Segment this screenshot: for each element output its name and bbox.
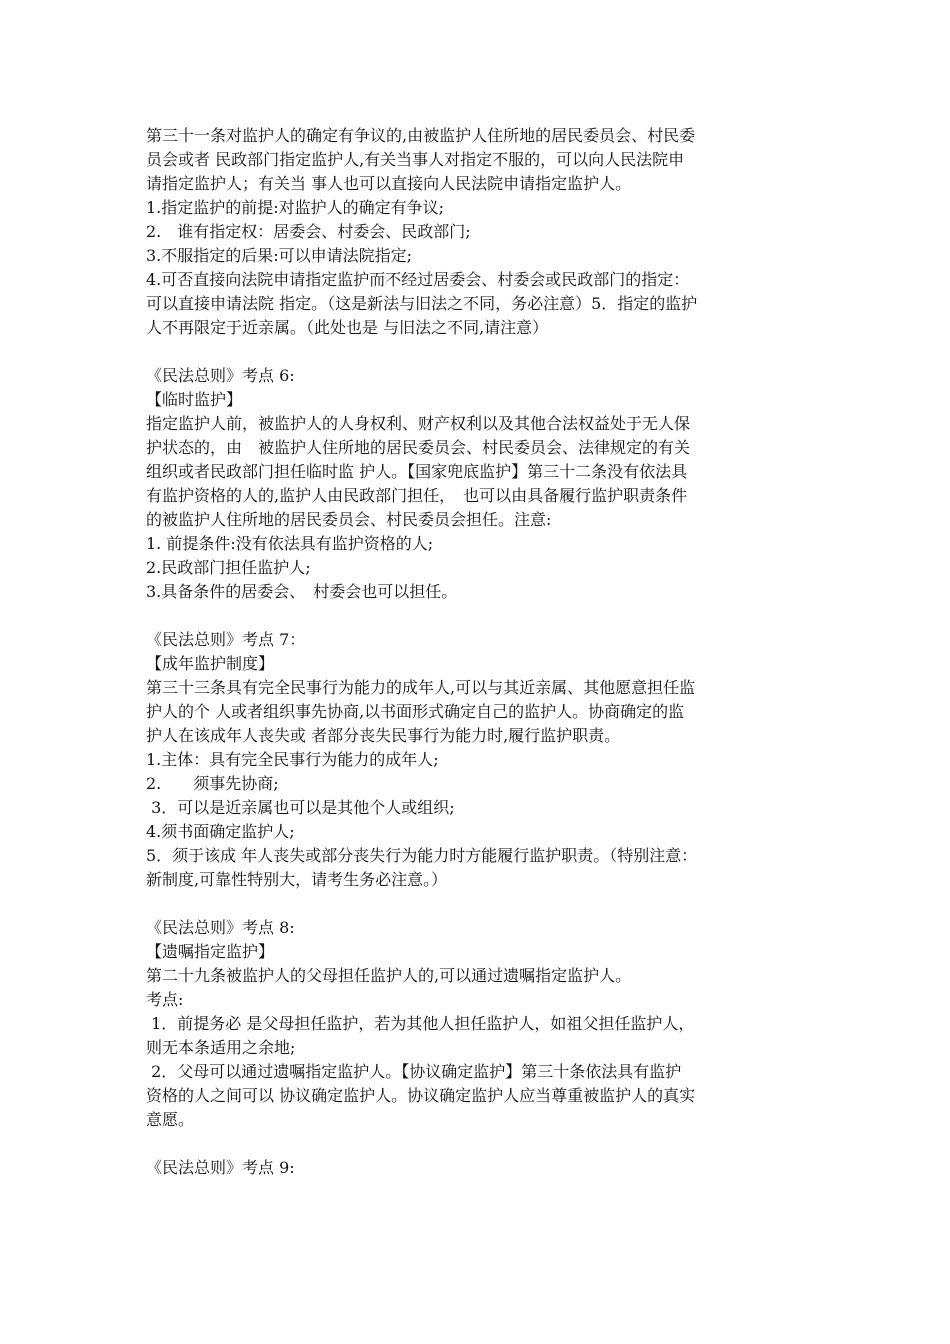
list-item: 2. 须事先协商; [146, 774, 279, 793]
text-line: 第三十三条具有完全民事行为能力的成年人,可以与其近亲属、其他愿意担任监 [146, 678, 696, 697]
section-heading: 《民法总则》考点 7： [146, 630, 306, 649]
section-heading: 《民法总则》考点 8: [146, 918, 295, 937]
list-item: 3.具备条件的居委会、 村委会也可以担任。 [146, 582, 458, 601]
paragraph-gap [146, 1132, 810, 1156]
text-line: 意愿。 [146, 1110, 195, 1129]
text-line: 则无本条适用之余地; [146, 1038, 296, 1057]
list-item: 3.不服指定的后果:可以申请法院指定; [146, 246, 413, 265]
list-item: 2．父母可以通过遗嘱指定监护人。【协议确定监护】第三十条依法具有监护 [146, 1062, 682, 1081]
section-subheading: 【成年监护制度】 [146, 654, 275, 673]
text-line: 新制度,可靠性特别大，请考生务必注意。） [146, 870, 448, 889]
section-heading: 《民法总则》考点 6: [146, 366, 295, 385]
list-item: 1.指定监护的前提:对监护人的确定有争议; [146, 198, 445, 217]
section-subheading: 【临时监护】 [146, 390, 243, 409]
list-item: 2.民政部门担任监护人; [146, 558, 311, 577]
list-item: 3．可以是近亲属也可以是其他个人或组织; [146, 798, 455, 817]
text-line: 组织或者民政部门担任临时监 护人。【国家兜底监护】第三十二条没有依法具 [146, 462, 688, 481]
text-line: 考点: [146, 990, 184, 1009]
list-item: 5．须于该成 年人丧失或部分丧失行为能力时方能履行监护职责。（特别注意： [146, 846, 698, 865]
list-item: 4.可否直接向法院申请指定监护而不经过居委会、村委会或民政部门的指定： [146, 270, 690, 289]
text-line: 指定监护人前，被监护人的人身权利、财产权利以及其他合法权益处于无人保 [146, 414, 691, 433]
text-line: 护状态的，由 被监护人住所地的居民委员会、村民委员会、法律规定的有关 [146, 438, 691, 457]
text-line: 有监护资格的人的,监护人由民政部门担任， 也可以由具备履行监护职责条件 [146, 486, 688, 505]
text-line: 第二十九条被监护人的父母担任监护人的,可以通过遗嘱指定监护人。 [146, 966, 632, 985]
list-item: 2. 谁有指定权：居委会、村委会、民政部门; [146, 222, 471, 241]
list-item: 4.须书面确定监护人; [146, 822, 295, 841]
section-heading: 《民法总则》考点 9: [146, 1158, 295, 1177]
document-body [146, 124, 810, 1180]
list-item: 1．前提务必 是父母担任监护，若为其他人担任监护人，如祖父担任监护人， [146, 1014, 695, 1033]
text-line: 员会或者 民政部门指定监护人,有关当事人对指定不服的，可以向人民法院申 [146, 150, 685, 169]
text-line: 资格的人之间可以 协议确定监护人。协议确定监护人应当尊重被监护人的真实 [146, 1086, 696, 1105]
text-line: 可以直接申请法院 指定。（这是新法与旧法之不同，务必注意）5．指定的监护 [146, 294, 698, 313]
text-line: 第三十一条对监护人的确定有争议的,由被监护人住所地的居民委员会、村民委 [146, 126, 696, 145]
text-line: 人不再限定于近亲属。（此处也是 与旧法之不同,请注意） [146, 318, 549, 337]
list-item: 1.主体：具有完全民事行为能力的成年人; [146, 750, 439, 769]
text-line: 请指定监护人；有关当 事人也可以直接向人民法院申请指定监护人。 [146, 174, 632, 193]
paragraph-gap [146, 340, 810, 364]
paragraph-gap [146, 604, 810, 628]
list-item: 1. 前提条件:没有依法具有监护资格的人; [146, 534, 434, 553]
text-line: 的被监护人住所地的居民委员会、村民委员会担任。注意: [146, 510, 552, 529]
text-line: 护人在该成年人丧失或 者部分丧失民事行为能力时,履行监护职责。 [146, 726, 621, 745]
paragraph-gap [146, 892, 810, 916]
section-subheading: 【遗嘱指定监护】 [146, 942, 275, 961]
text-line: 护人的个 人或者组织事先协商,以书面形式确定自己的监护人。协商确定的监 [146, 702, 685, 721]
